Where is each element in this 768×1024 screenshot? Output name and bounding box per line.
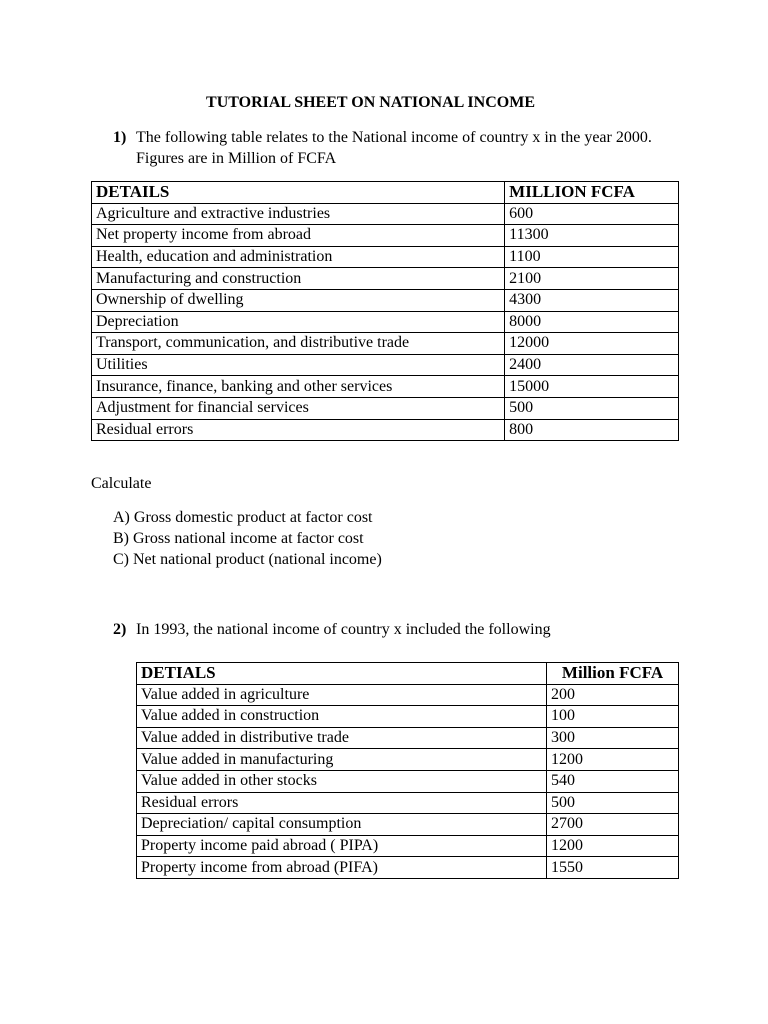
table-row	[92, 225, 679, 247]
detail-cell: Residual errors	[137, 792, 547, 814]
detail-cell: Property income from abroad (PIFA)	[137, 857, 547, 879]
detail-cell: Value added in distributive trade	[137, 727, 547, 749]
amount-cell: 1200	[547, 835, 679, 857]
amount-cell: 500	[547, 792, 679, 814]
amount-cell: 4300	[505, 289, 679, 311]
amount-cell: 200	[547, 684, 679, 706]
amount-cell: 11300	[505, 225, 679, 247]
amount-cell: 2700	[547, 814, 679, 836]
amount-cell: 500	[505, 397, 679, 419]
table-header-row	[137, 663, 679, 685]
amount-cell: 2100	[505, 268, 679, 290]
column-header-details: DETAILS	[92, 182, 505, 204]
calculate-label: Calculate	[91, 475, 152, 492]
amount-cell: 100	[547, 706, 679, 728]
detail-cell: Adjustment for financial services	[92, 397, 505, 419]
column-header-million-fcfa: Million FCFA	[547, 663, 679, 685]
option-c: C) Net national product (national income)	[113, 551, 382, 568]
column-header-details: DETIALS	[137, 663, 547, 685]
page-title: TUTORIAL SHEET ON NATIONAL INCOME	[206, 94, 535, 111]
detail-cell: Depreciation/ capital consumption	[137, 814, 547, 836]
table-row	[137, 770, 679, 792]
table-row	[137, 749, 679, 771]
option-b: B) Gross national income at factor cost	[113, 530, 364, 547]
amount-cell: 600	[505, 203, 679, 225]
detail-cell: Insurance, finance, banking and other services	[92, 376, 505, 398]
table-header-row	[92, 182, 679, 204]
table-row	[92, 376, 679, 398]
detail-cell: Value added in manufacturing	[137, 749, 547, 771]
question-2-number: 2)	[113, 621, 127, 638]
detail-cell: Value added in agriculture	[137, 684, 547, 706]
amount-cell: 12000	[505, 333, 679, 355]
national-income-2000-table	[91, 181, 679, 441]
table-row	[137, 706, 679, 728]
amount-cell: 800	[505, 419, 679, 441]
detail-cell: Health, education and administration	[92, 246, 505, 268]
table-row	[137, 792, 679, 814]
national-income-1993-table	[136, 662, 679, 879]
column-header-million-fcfa: MILLION FCFA	[505, 182, 679, 204]
table-row	[92, 333, 679, 355]
question-1-text: The following table relates to the National income of country x in the year 2000. Figures are in Million of FCFA	[136, 129, 652, 167]
detail-cell: Value added in other stocks	[137, 770, 547, 792]
amount-cell: 300	[547, 727, 679, 749]
question-2-text: In 1993, the national income of country x included the following	[136, 621, 551, 638]
table-row	[92, 289, 679, 311]
table-row	[92, 419, 679, 441]
amount-cell: 540	[547, 770, 679, 792]
table-row	[137, 814, 679, 836]
table-body	[92, 203, 679, 441]
detail-cell: Manufacturing and construction	[92, 268, 505, 290]
detail-cell: Property income paid abroad ( PIPA)	[137, 835, 547, 857]
detail-cell: Agriculture and extractive industries	[92, 203, 505, 225]
table-row	[92, 397, 679, 419]
table-row	[137, 857, 679, 879]
detail-cell: Ownership of dwelling	[92, 289, 505, 311]
detail-cell: Transport, communication, and distributive trade	[92, 333, 505, 355]
detail-cell: Residual errors	[92, 419, 505, 441]
amount-cell: 2400	[505, 354, 679, 376]
table-row	[92, 354, 679, 376]
table-row	[92, 203, 679, 225]
table-row	[137, 727, 679, 749]
table-row	[137, 835, 679, 857]
table-body	[137, 684, 679, 878]
amount-cell: 8000	[505, 311, 679, 333]
amount-cell: 1200	[547, 749, 679, 771]
question-1-number: 1)	[113, 129, 127, 146]
detail-cell: Depreciation	[92, 311, 505, 333]
table-row	[92, 311, 679, 333]
amount-cell: 15000	[505, 376, 679, 398]
amount-cell: 1100	[505, 246, 679, 268]
table-row	[92, 268, 679, 290]
detail-cell: Value added in construction	[137, 706, 547, 728]
table-row	[92, 246, 679, 268]
table-row	[137, 684, 679, 706]
detail-cell: Net property income from abroad	[92, 225, 505, 247]
option-a: A) Gross domestic product at factor cost	[113, 509, 373, 526]
detail-cell: Utilities	[92, 354, 505, 376]
amount-cell: 1550	[547, 857, 679, 879]
calculation-options-list	[113, 507, 382, 570]
